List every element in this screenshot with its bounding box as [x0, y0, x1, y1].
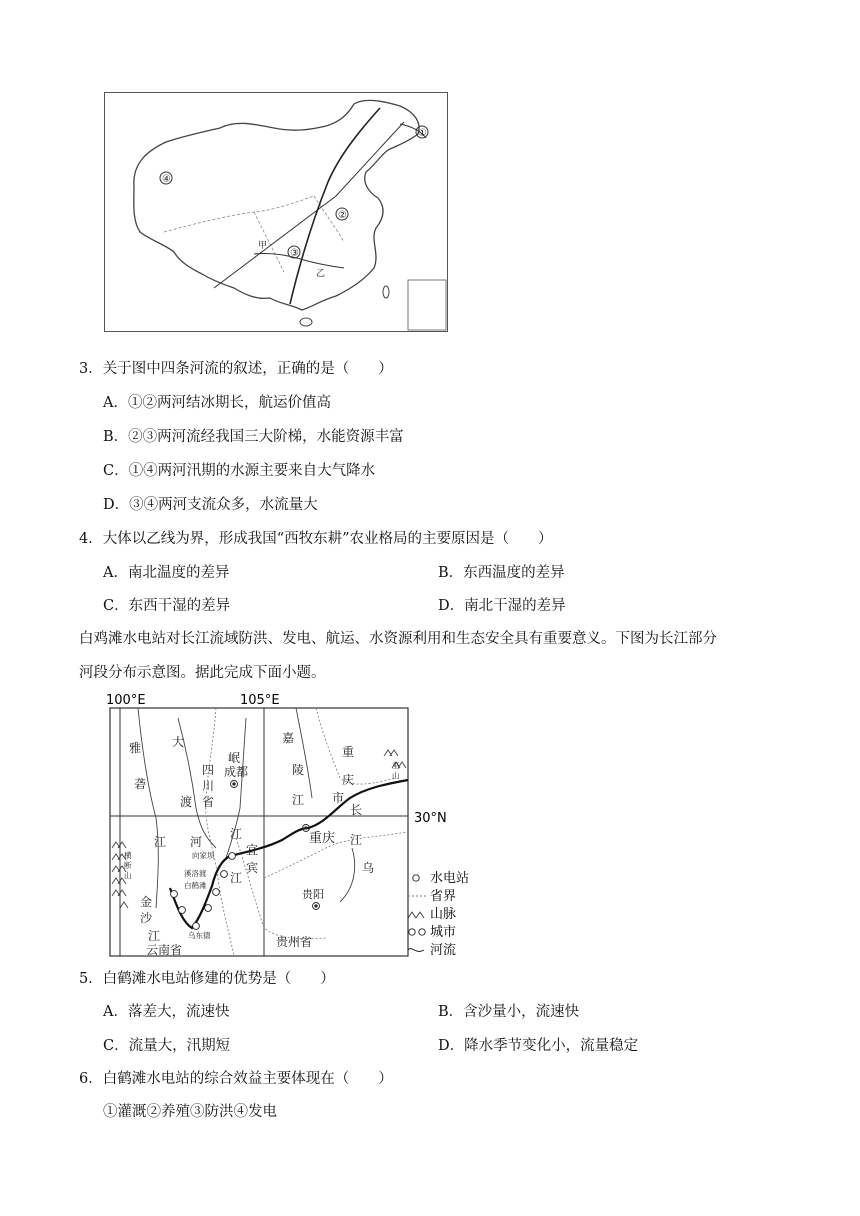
- q4-option-b[interactable]: B．东西温度的差异: [438, 565, 565, 581]
- label-duan: 断: [124, 861, 132, 870]
- marker-1: ①: [418, 128, 427, 139]
- china-river-map-svg: [104, 92, 448, 332]
- label-sheng: 省: [202, 795, 215, 809]
- label-xiangjiaba: 向家坝: [192, 851, 215, 860]
- label-jin: 金: [140, 895, 153, 909]
- q3-stem: 3．关于图中四条河流的叙述，正确的是（ ）: [79, 361, 393, 377]
- legend-mountain: 山脉: [430, 907, 457, 922]
- label-yunnan: 云南省: [146, 943, 183, 957]
- label-si: 四: [202, 763, 215, 777]
- label-qing: 庆: [342, 773, 355, 787]
- label-long: 砻: [134, 777, 147, 791]
- label-jiang-6: 江: [148, 929, 161, 943]
- q4-option-c[interactable]: C．东西干湿的差异: [103, 598, 231, 614]
- label-jiang-4: 江: [350, 833, 363, 847]
- q4-stem: 4．大体以乙线为界，形成我国“西牧东耕”农业格局的主要原因是（ ）: [79, 531, 553, 547]
- label-sha: 沙: [140, 911, 153, 925]
- label-yi: 乙: [316, 269, 326, 279]
- label-jiang-3: 江: [292, 793, 305, 807]
- q3-option-a[interactable]: A．①②两河结冰期长，航运价值高: [103, 395, 331, 411]
- label-shan: 山: [124, 871, 132, 880]
- lon-100e: 100°E: [106, 693, 146, 708]
- q3-option-c[interactable]: C．①④两河汛期的水源主要来自大气降水: [103, 463, 376, 479]
- q5-option-a[interactable]: A．落差大，流速快: [103, 1004, 230, 1020]
- lat-30n: 30°N: [414, 811, 447, 826]
- marker-4: ④: [162, 174, 171, 185]
- q5-option-d[interactable]: D．降水季节变化小，流量稳定: [438, 1038, 639, 1054]
- label-guizhou: 贵州省: [276, 935, 313, 949]
- label-du: 渡: [180, 795, 193, 809]
- q5-stem: 5．白鹤滩水电站修建的优势是（ ）: [79, 971, 335, 987]
- label-jia: 甲: [258, 241, 268, 251]
- label-da: 大: [172, 735, 185, 749]
- label-jia: 嘉: [282, 731, 295, 745]
- label-jiang-5: 江: [230, 871, 243, 885]
- label-heng: 横: [124, 851, 132, 860]
- q4-option-a[interactable]: A．南北温度的差异: [103, 565, 230, 581]
- label-chang: 长: [350, 803, 363, 817]
- china-river-map: [104, 92, 448, 332]
- yangtze-map-svg: [96, 688, 506, 960]
- label-baihetan: 白鹤滩: [184, 881, 207, 890]
- legend-river: 河流: [430, 943, 457, 958]
- label-shi: 市: [332, 791, 345, 805]
- label-wu: 乌: [362, 861, 375, 875]
- legend-hydropower: 水电站: [430, 871, 470, 886]
- intro-line-1: 白鸡滩水电站对长江流域防洪、发电、航运、水资源利用和生态安全具有重要意义。下图为长江部分: [79, 631, 717, 647]
- label-jiang-1: 江: [154, 835, 167, 849]
- label-chuan: 川: [202, 779, 215, 793]
- legend-province-border: 省界: [430, 889, 457, 904]
- marker-3: ③: [290, 248, 299, 259]
- label-wudongde: 乌东德: [188, 931, 211, 940]
- label-ya: 雅: [129, 741, 142, 755]
- label-ling: 陵: [292, 763, 305, 777]
- label-chongqing: 重庆: [309, 831, 336, 846]
- intro-line-2: 河段分布示意图。据此完成下面小题。: [79, 665, 326, 681]
- q6-stem: 6．白鹤滩水电站的综合效益主要体现在（ ）: [79, 1071, 393, 1087]
- q3-option-b[interactable]: B．②③两河流经我国三大阶梯，水能资源丰富: [103, 429, 404, 445]
- marker-2: ②: [338, 210, 347, 221]
- lon-105e: 105°E: [240, 693, 280, 708]
- q6-sub-items: ①灌溉②养殖③防洪④发电: [103, 1104, 277, 1120]
- label-chengdu: 成都: [224, 765, 249, 779]
- label-min: 岷: [228, 751, 241, 765]
- label-chong: 重: [342, 745, 355, 759]
- label-jiang-2: 江: [230, 827, 243, 841]
- label-guiyang: 贵阳: [302, 888, 324, 901]
- yangtze-map: [96, 688, 506, 960]
- label-wu-shan-1: 巫: [392, 761, 400, 770]
- label-yi: 宜: [246, 843, 259, 857]
- label-he: 河: [190, 835, 203, 849]
- q5-option-c[interactable]: C．流量大，汛期短: [103, 1038, 231, 1054]
- label-wu-shan-2: 山: [392, 771, 400, 780]
- map-legend: [408, 870, 469, 958]
- label-bin: 宾: [246, 861, 259, 875]
- q5-option-b[interactable]: B．含沙量小，流速快: [438, 1004, 580, 1020]
- label-xiluodu: 溪洛渡: [184, 869, 207, 878]
- legend-city: 城市: [430, 925, 457, 940]
- q3-option-d[interactable]: D．③④两河支流众多，水流量大: [103, 497, 318, 513]
- q4-option-d[interactable]: D．南北干湿的差异: [438, 598, 566, 614]
